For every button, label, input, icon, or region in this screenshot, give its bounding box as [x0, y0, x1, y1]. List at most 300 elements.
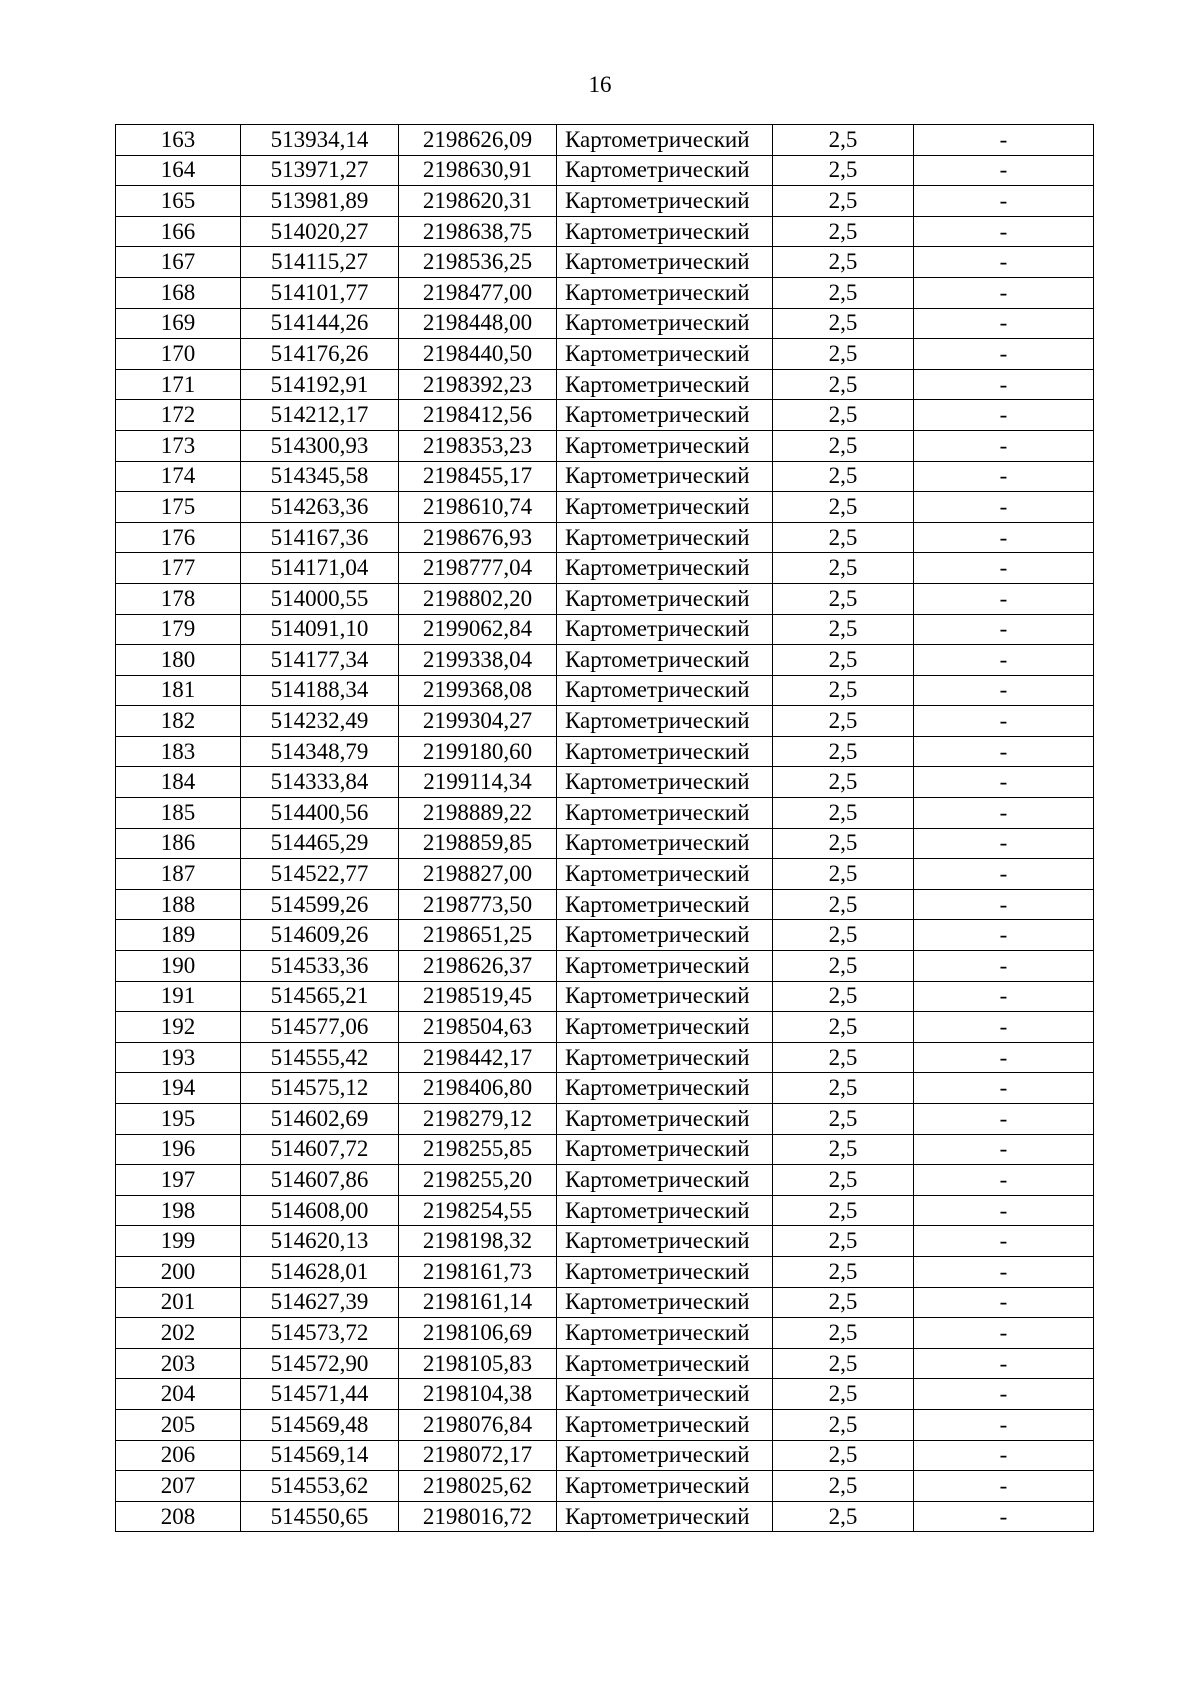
method-cell: Картометрический: [557, 1073, 773, 1104]
y-coordinate-cell: 2198827,00: [399, 859, 557, 890]
y-coordinate-cell: 2198638,75: [399, 216, 557, 247]
note-cell: -: [914, 1379, 1094, 1410]
point-number-cell: 167: [116, 247, 241, 278]
note-cell: -: [914, 400, 1094, 431]
note-cell: -: [914, 155, 1094, 186]
x-coordinate-cell: 514607,86: [241, 1165, 399, 1196]
table-row: [116, 125, 1094, 156]
x-coordinate-cell: 514607,72: [241, 1134, 399, 1165]
point-number-cell: 191: [116, 981, 241, 1012]
method-cell: Картометрический: [557, 553, 773, 584]
method-cell: Картометрический: [557, 1501, 773, 1532]
accuracy-cell: 2,5: [773, 1379, 914, 1410]
accuracy-cell: 2,5: [773, 1226, 914, 1257]
x-coordinate-cell: 514575,12: [241, 1073, 399, 1104]
note-cell: -: [914, 1440, 1094, 1471]
accuracy-cell: 2,5: [773, 828, 914, 859]
y-coordinate-cell: 2198440,50: [399, 339, 557, 370]
accuracy-cell: 2,5: [773, 1471, 914, 1502]
accuracy-cell: 2,5: [773, 369, 914, 400]
y-coordinate-cell: 2198773,50: [399, 889, 557, 920]
accuracy-cell: 2,5: [773, 951, 914, 982]
point-number-cell: 183: [116, 736, 241, 767]
y-coordinate-cell: 2198889,22: [399, 798, 557, 829]
x-coordinate-cell: 514465,29: [241, 828, 399, 859]
table-row: [116, 767, 1094, 798]
table-row: [116, 1134, 1094, 1165]
note-cell: -: [914, 1104, 1094, 1135]
method-cell: Картометрический: [557, 125, 773, 156]
y-coordinate-cell: 2199304,27: [399, 706, 557, 737]
note-cell: -: [914, 430, 1094, 461]
note-cell: -: [914, 1012, 1094, 1043]
point-number-cell: 198: [116, 1195, 241, 1226]
y-coordinate-cell: 2198106,69: [399, 1318, 557, 1349]
method-cell: Картометрический: [557, 277, 773, 308]
point-number-cell: 186: [116, 828, 241, 859]
y-coordinate-cell: 2198626,09: [399, 125, 557, 156]
accuracy-cell: 2,5: [773, 767, 914, 798]
point-number-cell: 171: [116, 369, 241, 400]
point-number-cell: 177: [116, 553, 241, 584]
point-number-cell: 179: [116, 614, 241, 645]
x-coordinate-cell: 514553,62: [241, 1471, 399, 1502]
x-coordinate-cell: 514167,36: [241, 522, 399, 553]
note-cell: -: [914, 125, 1094, 156]
note-cell: -: [914, 1073, 1094, 1104]
y-coordinate-cell: 2198630,91: [399, 155, 557, 186]
y-coordinate-cell: 2198406,80: [399, 1073, 557, 1104]
y-coordinate-cell: 2198076,84: [399, 1409, 557, 1440]
method-cell: Картометрический: [557, 155, 773, 186]
table-row: [116, 492, 1094, 523]
table-row: [116, 461, 1094, 492]
table-row: [116, 1501, 1094, 1532]
coordinates-table: [115, 124, 1094, 1532]
y-coordinate-cell: 2198651,25: [399, 920, 557, 951]
x-coordinate-cell: 514569,14: [241, 1440, 399, 1471]
y-coordinate-cell: 2198254,55: [399, 1195, 557, 1226]
method-cell: Картометрический: [557, 1195, 773, 1226]
table-row: [116, 951, 1094, 982]
note-cell: -: [914, 553, 1094, 584]
x-coordinate-cell: 514345,58: [241, 461, 399, 492]
note-cell: -: [914, 828, 1094, 859]
y-coordinate-cell: 2198279,12: [399, 1104, 557, 1135]
method-cell: Картометрический: [557, 186, 773, 217]
table-row: [116, 1104, 1094, 1135]
point-number-cell: 188: [116, 889, 241, 920]
y-coordinate-cell: 2198255,85: [399, 1134, 557, 1165]
x-coordinate-cell: 514188,34: [241, 675, 399, 706]
point-number-cell: 195: [116, 1104, 241, 1135]
y-coordinate-cell: 2198620,31: [399, 186, 557, 217]
method-cell: Картометрический: [557, 798, 773, 829]
table-row: [116, 400, 1094, 431]
y-coordinate-cell: 2199368,08: [399, 675, 557, 706]
note-cell: -: [914, 981, 1094, 1012]
note-cell: -: [914, 1042, 1094, 1073]
note-cell: -: [914, 522, 1094, 553]
x-coordinate-cell: 514232,49: [241, 706, 399, 737]
x-coordinate-cell: 514620,13: [241, 1226, 399, 1257]
y-coordinate-cell: 2199180,60: [399, 736, 557, 767]
point-number-cell: 203: [116, 1348, 241, 1379]
point-number-cell: 187: [116, 859, 241, 890]
method-cell: Картометрический: [557, 1226, 773, 1257]
table-row: [116, 1348, 1094, 1379]
point-number-cell: 170: [116, 339, 241, 370]
point-number-cell: 172: [116, 400, 241, 431]
note-cell: -: [914, 1501, 1094, 1532]
method-cell: Картометрический: [557, 645, 773, 676]
method-cell: Картометрический: [557, 889, 773, 920]
table-row: [116, 1012, 1094, 1043]
x-coordinate-cell: 514571,44: [241, 1379, 399, 1410]
x-coordinate-cell: 514572,90: [241, 1348, 399, 1379]
method-cell: Картометрический: [557, 1104, 773, 1135]
x-coordinate-cell: 514348,79: [241, 736, 399, 767]
table-row: [116, 308, 1094, 339]
method-cell: Картометрический: [557, 492, 773, 523]
accuracy-cell: 2,5: [773, 1195, 914, 1226]
coordinates-table-body: [116, 125, 1094, 1532]
method-cell: Картометрический: [557, 706, 773, 737]
note-cell: -: [914, 859, 1094, 890]
accuracy-cell: 2,5: [773, 400, 914, 431]
x-coordinate-cell: 514569,48: [241, 1409, 399, 1440]
x-coordinate-cell: 514565,21: [241, 981, 399, 1012]
note-cell: -: [914, 1165, 1094, 1196]
method-cell: Картометрический: [557, 1042, 773, 1073]
note-cell: -: [914, 1256, 1094, 1287]
table-row: [116, 1379, 1094, 1410]
accuracy-cell: 2,5: [773, 277, 914, 308]
method-cell: Картометрический: [557, 1440, 773, 1471]
method-cell: Картометрический: [557, 1012, 773, 1043]
table-row: [116, 522, 1094, 553]
note-cell: -: [914, 277, 1094, 308]
accuracy-cell: 2,5: [773, 889, 914, 920]
note-cell: -: [914, 706, 1094, 737]
method-cell: Картометрический: [557, 1134, 773, 1165]
y-coordinate-cell: 2198161,73: [399, 1256, 557, 1287]
x-coordinate-cell: 514627,39: [241, 1287, 399, 1318]
table-row: [116, 736, 1094, 767]
method-cell: Картометрический: [557, 308, 773, 339]
accuracy-cell: 2,5: [773, 614, 914, 645]
table-row: [116, 1409, 1094, 1440]
y-coordinate-cell: 2198448,00: [399, 308, 557, 339]
note-cell: -: [914, 1226, 1094, 1257]
method-cell: Картометрический: [557, 430, 773, 461]
accuracy-cell: 2,5: [773, 1134, 914, 1165]
y-coordinate-cell: 2198504,63: [399, 1012, 557, 1043]
table-row: [116, 828, 1094, 859]
y-coordinate-cell: 2198016,72: [399, 1501, 557, 1532]
y-coordinate-cell: 2198477,00: [399, 277, 557, 308]
table-row: [116, 430, 1094, 461]
accuracy-cell: 2,5: [773, 1256, 914, 1287]
x-coordinate-cell: 514091,10: [241, 614, 399, 645]
y-coordinate-cell: 2198519,45: [399, 981, 557, 1012]
y-coordinate-cell: 2198198,32: [399, 1226, 557, 1257]
note-cell: -: [914, 369, 1094, 400]
table-row: [116, 798, 1094, 829]
accuracy-cell: 2,5: [773, 1042, 914, 1073]
method-cell: Картометрический: [557, 461, 773, 492]
table-row: [116, 1471, 1094, 1502]
accuracy-cell: 2,5: [773, 736, 914, 767]
table-row: [116, 981, 1094, 1012]
method-cell: Картометрический: [557, 859, 773, 890]
method-cell: Картометрический: [557, 369, 773, 400]
x-coordinate-cell: 514101,77: [241, 277, 399, 308]
method-cell: Картометрический: [557, 216, 773, 247]
point-number-cell: 181: [116, 675, 241, 706]
method-cell: Картометрический: [557, 1287, 773, 1318]
method-cell: Картометрический: [557, 522, 773, 553]
method-cell: Картометрический: [557, 1471, 773, 1502]
accuracy-cell: 2,5: [773, 1440, 914, 1471]
point-number-cell: 196: [116, 1134, 241, 1165]
accuracy-cell: 2,5: [773, 1165, 914, 1196]
table-row: [116, 247, 1094, 278]
accuracy-cell: 2,5: [773, 920, 914, 951]
x-coordinate-cell: 514333,84: [241, 767, 399, 798]
method-cell: Картометрический: [557, 1409, 773, 1440]
method-cell: Картометрический: [557, 247, 773, 278]
y-coordinate-cell: 2198802,20: [399, 583, 557, 614]
note-cell: -: [914, 1134, 1094, 1165]
x-coordinate-cell: 514400,56: [241, 798, 399, 829]
x-coordinate-cell: 514608,00: [241, 1195, 399, 1226]
y-coordinate-cell: 2198255,20: [399, 1165, 557, 1196]
x-coordinate-cell: 514115,27: [241, 247, 399, 278]
accuracy-cell: 2,5: [773, 430, 914, 461]
table-row: [116, 339, 1094, 370]
note-cell: -: [914, 736, 1094, 767]
table-row: [116, 920, 1094, 951]
note-cell: -: [914, 798, 1094, 829]
note-cell: -: [914, 675, 1094, 706]
point-number-cell: 197: [116, 1165, 241, 1196]
x-coordinate-cell: 514533,36: [241, 951, 399, 982]
accuracy-cell: 2,5: [773, 981, 914, 1012]
y-coordinate-cell: 2198777,04: [399, 553, 557, 584]
y-coordinate-cell: 2198412,56: [399, 400, 557, 431]
y-coordinate-cell: 2198536,25: [399, 247, 557, 278]
y-coordinate-cell: 2198676,93: [399, 522, 557, 553]
accuracy-cell: 2,5: [773, 645, 914, 676]
note-cell: -: [914, 1287, 1094, 1318]
table-row: [116, 277, 1094, 308]
point-number-cell: 194: [116, 1073, 241, 1104]
point-number-cell: 164: [116, 155, 241, 186]
table-row: [116, 369, 1094, 400]
accuracy-cell: 2,5: [773, 675, 914, 706]
table-row: [116, 706, 1094, 737]
accuracy-cell: 2,5: [773, 553, 914, 584]
accuracy-cell: 2,5: [773, 308, 914, 339]
point-number-cell: 175: [116, 492, 241, 523]
x-coordinate-cell: 514176,26: [241, 339, 399, 370]
method-cell: Картометрический: [557, 767, 773, 798]
accuracy-cell: 2,5: [773, 155, 914, 186]
accuracy-cell: 2,5: [773, 216, 914, 247]
x-coordinate-cell: 514171,04: [241, 553, 399, 584]
table-row: [116, 216, 1094, 247]
page-number: 16: [588, 72, 612, 97]
table-row: [116, 645, 1094, 676]
y-coordinate-cell: 2198025,62: [399, 1471, 557, 1502]
x-coordinate-cell: 514628,01: [241, 1256, 399, 1287]
table-row: [116, 1287, 1094, 1318]
method-cell: Картометрический: [557, 1348, 773, 1379]
method-cell: Картометрический: [557, 614, 773, 645]
note-cell: -: [914, 216, 1094, 247]
note-cell: -: [914, 1409, 1094, 1440]
note-cell: -: [914, 339, 1094, 370]
accuracy-cell: 2,5: [773, 186, 914, 217]
x-coordinate-cell: 514599,26: [241, 889, 399, 920]
accuracy-cell: 2,5: [773, 706, 914, 737]
table-row: [116, 859, 1094, 890]
x-coordinate-cell: 514550,65: [241, 1501, 399, 1532]
note-cell: -: [914, 461, 1094, 492]
note-cell: -: [914, 583, 1094, 614]
point-number-cell: 190: [116, 951, 241, 982]
accuracy-cell: 2,5: [773, 1501, 914, 1532]
accuracy-cell: 2,5: [773, 1073, 914, 1104]
point-number-cell: 169: [116, 308, 241, 339]
table-row: [116, 675, 1094, 706]
x-coordinate-cell: 514522,77: [241, 859, 399, 890]
note-cell: -: [914, 614, 1094, 645]
accuracy-cell: 2,5: [773, 492, 914, 523]
accuracy-cell: 2,5: [773, 247, 914, 278]
y-coordinate-cell: 2198105,83: [399, 1348, 557, 1379]
accuracy-cell: 2,5: [773, 125, 914, 156]
point-number-cell: 180: [116, 645, 241, 676]
y-coordinate-cell: 2198626,37: [399, 951, 557, 982]
y-coordinate-cell: 2199114,34: [399, 767, 557, 798]
method-cell: Картометрический: [557, 1165, 773, 1196]
accuracy-cell: 2,5: [773, 339, 914, 370]
note-cell: -: [914, 247, 1094, 278]
point-number-cell: 176: [116, 522, 241, 553]
method-cell: Картометрический: [557, 583, 773, 614]
accuracy-cell: 2,5: [773, 1318, 914, 1349]
x-coordinate-cell: 514212,17: [241, 400, 399, 431]
x-coordinate-cell: 514573,72: [241, 1318, 399, 1349]
table-row: [116, 1073, 1094, 1104]
y-coordinate-cell: 2198072,17: [399, 1440, 557, 1471]
x-coordinate-cell: 513934,14: [241, 125, 399, 156]
y-coordinate-cell: 2198610,74: [399, 492, 557, 523]
x-coordinate-cell: 513981,89: [241, 186, 399, 217]
method-cell: Картометрический: [557, 736, 773, 767]
accuracy-cell: 2,5: [773, 1012, 914, 1043]
method-cell: Картометрический: [557, 675, 773, 706]
point-number-cell: 182: [116, 706, 241, 737]
note-cell: -: [914, 951, 1094, 982]
y-coordinate-cell: 2198455,17: [399, 461, 557, 492]
method-cell: Картометрический: [557, 951, 773, 982]
accuracy-cell: 2,5: [773, 522, 914, 553]
accuracy-cell: 2,5: [773, 798, 914, 829]
table-row: [116, 1226, 1094, 1257]
accuracy-cell: 2,5: [773, 1348, 914, 1379]
y-coordinate-cell: 2198442,17: [399, 1042, 557, 1073]
x-coordinate-cell: 514577,06: [241, 1012, 399, 1043]
method-cell: Картометрический: [557, 981, 773, 1012]
method-cell: Картометрический: [557, 400, 773, 431]
point-number-cell: 205: [116, 1409, 241, 1440]
point-number-cell: 163: [116, 125, 241, 156]
point-number-cell: 200: [116, 1256, 241, 1287]
method-cell: Картометрический: [557, 1318, 773, 1349]
point-number-cell: 192: [116, 1012, 241, 1043]
y-coordinate-cell: 2199062,84: [399, 614, 557, 645]
point-number-cell: 166: [116, 216, 241, 247]
point-number-cell: 193: [116, 1042, 241, 1073]
accuracy-cell: 2,5: [773, 859, 914, 890]
x-coordinate-cell: 514177,34: [241, 645, 399, 676]
note-cell: -: [914, 1195, 1094, 1226]
point-number-cell: 204: [116, 1379, 241, 1410]
table-row: [116, 155, 1094, 186]
y-coordinate-cell: 2198353,23: [399, 430, 557, 461]
table-row: [116, 614, 1094, 645]
point-number-cell: 208: [116, 1501, 241, 1532]
point-number-cell: 207: [116, 1471, 241, 1502]
note-cell: -: [914, 645, 1094, 676]
x-coordinate-cell: 514602,69: [241, 1104, 399, 1135]
method-cell: Картометрический: [557, 1379, 773, 1410]
x-coordinate-cell: 514192,91: [241, 369, 399, 400]
table-row: [116, 889, 1094, 920]
method-cell: Картометрический: [557, 920, 773, 951]
point-number-cell: 165: [116, 186, 241, 217]
point-number-cell: 168: [116, 277, 241, 308]
point-number-cell: 185: [116, 798, 241, 829]
y-coordinate-cell: 2198392,23: [399, 369, 557, 400]
method-cell: Картометрический: [557, 339, 773, 370]
note-cell: -: [914, 767, 1094, 798]
note-cell: -: [914, 1348, 1094, 1379]
y-coordinate-cell: 2198161,14: [399, 1287, 557, 1318]
note-cell: -: [914, 492, 1094, 523]
point-number-cell: 202: [116, 1318, 241, 1349]
x-coordinate-cell: 514144,26: [241, 308, 399, 339]
y-coordinate-cell: 2198104,38: [399, 1379, 557, 1410]
note-cell: -: [914, 186, 1094, 217]
point-number-cell: 199: [116, 1226, 241, 1257]
point-number-cell: 206: [116, 1440, 241, 1471]
accuracy-cell: 2,5: [773, 1104, 914, 1135]
point-number-cell: 184: [116, 767, 241, 798]
point-number-cell: 201: [116, 1287, 241, 1318]
table-row: [116, 1440, 1094, 1471]
point-number-cell: 174: [116, 461, 241, 492]
x-coordinate-cell: 514020,27: [241, 216, 399, 247]
y-coordinate-cell: 2198859,85: [399, 828, 557, 859]
x-coordinate-cell: 513971,27: [241, 155, 399, 186]
table-row: [116, 553, 1094, 584]
note-cell: -: [914, 889, 1094, 920]
x-coordinate-cell: 514300,93: [241, 430, 399, 461]
